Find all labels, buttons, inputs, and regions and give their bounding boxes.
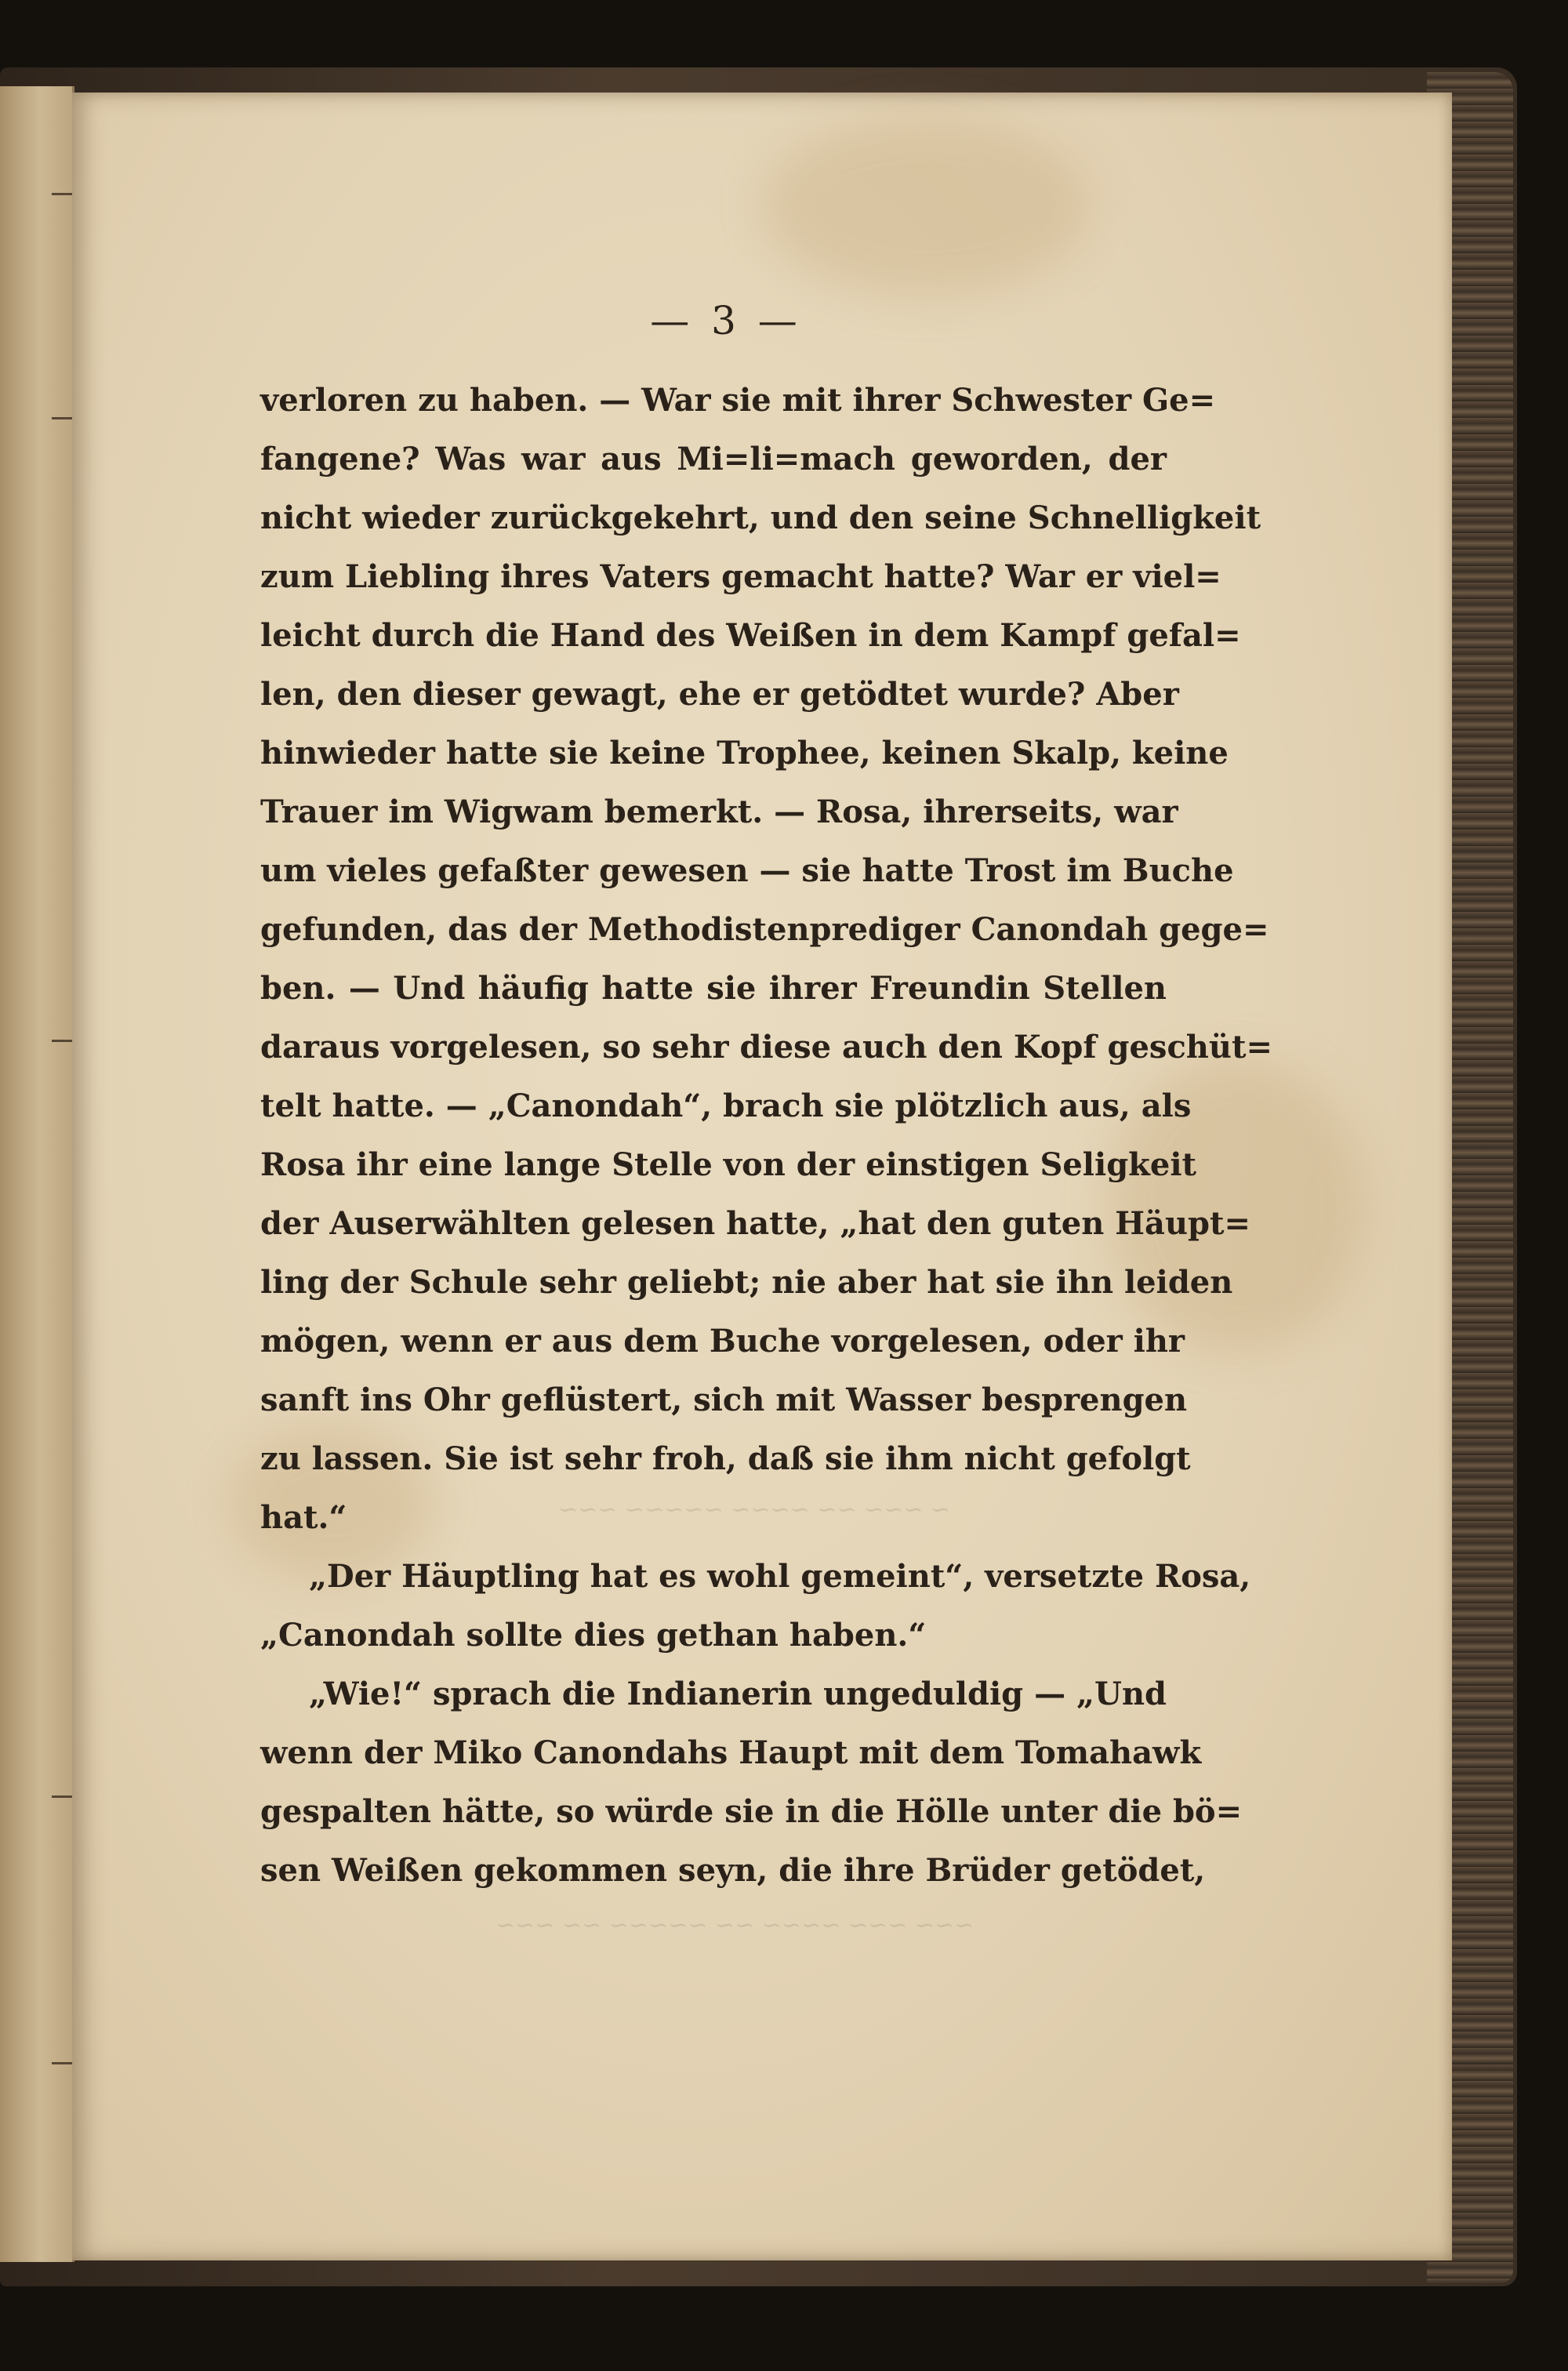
text-line: sanft ins Ohr geflüstert, sich mit Wasser besprengen	[260, 1382, 1188, 1418]
text-line: leicht durch die Hand des Weißen in dem Kampf gefal=	[260, 617, 1241, 654]
text-line: verloren zu haben. — War sie mit ihrer Schwester Ge=	[260, 382, 1216, 419]
text-line: fangene? Was war aus Mi=li=mach geworden, der	[260, 441, 1167, 477]
text-line: der Auserwählten gelesen hatte, „hat den guten Häupt=	[260, 1205, 1251, 1242]
text-line: mögen, wenn er aus dem Buche vorgelesen, oder ihr	[260, 1323, 1185, 1360]
text-line: ben. — Und häufig hatte sie ihrer Freundin Stellen	[260, 970, 1167, 1007]
facing-page-edge	[0, 86, 74, 2262]
text-line: hinwieder hatte sie keine Trophee, keinen Skalp, keine	[260, 735, 1229, 772]
paper-stain	[762, 116, 1091, 296]
text-line: nicht wieder zurückgekehrt, und den seine Schnelligkeit	[260, 499, 1261, 536]
text-line: gespalten hätte, so würde sie in die Hölle unter die bö=	[260, 1793, 1243, 1830]
text-line: gefunden, das der Methodistenprediger Canondah gege=	[260, 911, 1269, 948]
text-line: len, den dieser gewagt, ehe er getödtet wurde? Aber	[260, 676, 1179, 713]
text-line: daraus vorgelesen, so sehr diese auch den Kopf geschüt=	[260, 1029, 1272, 1066]
body-text	[260, 371, 1272, 1900]
text-line: ling der Schule sehr geliebt; nie aber hat sie ihn leiden	[260, 1264, 1233, 1301]
text-line: „Canondah sollte dies gethan haben.“	[260, 1617, 927, 1654]
text-line: zum Liebling ihres Vaters gemacht hatte? War er viel=	[260, 558, 1221, 595]
ink-show-through: ~ ~~~ ~~ ~~~~ ~~~~~ ~~~	[558, 1496, 951, 1523]
text-line: telt hatte. — „Canondah“, brach sie plötzlich aus, als	[260, 1087, 1192, 1124]
text-line: um vieles gefaßter gewesen — sie hatte Trost im Buche	[260, 852, 1234, 889]
text-line: hat.“	[260, 1499, 347, 1536]
text-line: „Wie!“ sprach die Indianerin ungeduldig — „Und	[309, 1676, 1167, 1712]
text-line: wenn der Miko Canondahs Haupt mit dem Tomahawk	[260, 1734, 1202, 1771]
text-line: Rosa ihr eine lange Stelle von der einstigen Seligkeit	[260, 1146, 1197, 1183]
text-line: Trauer im Wigwam bemerkt. — Rosa, ihrerseits, war	[260, 793, 1178, 830]
page-number: — 3 —	[650, 298, 802, 343]
text-line: „Der Häuptling hat es wohl gemeint“, versetzte Rosa,	[309, 1558, 1251, 1595]
text-line: sen Weißen gekommen seyn, die ihre Brüder getödet,	[260, 1852, 1206, 1889]
text-line: zu lassen. Sie ist sehr froh, daß sie ihm nicht gefolgt	[260, 1440, 1191, 1477]
ink-show-through: ~~~ ~~~ ~~~~ ~~ ~~~~~ ~~ ~~~	[495, 1912, 975, 1939]
